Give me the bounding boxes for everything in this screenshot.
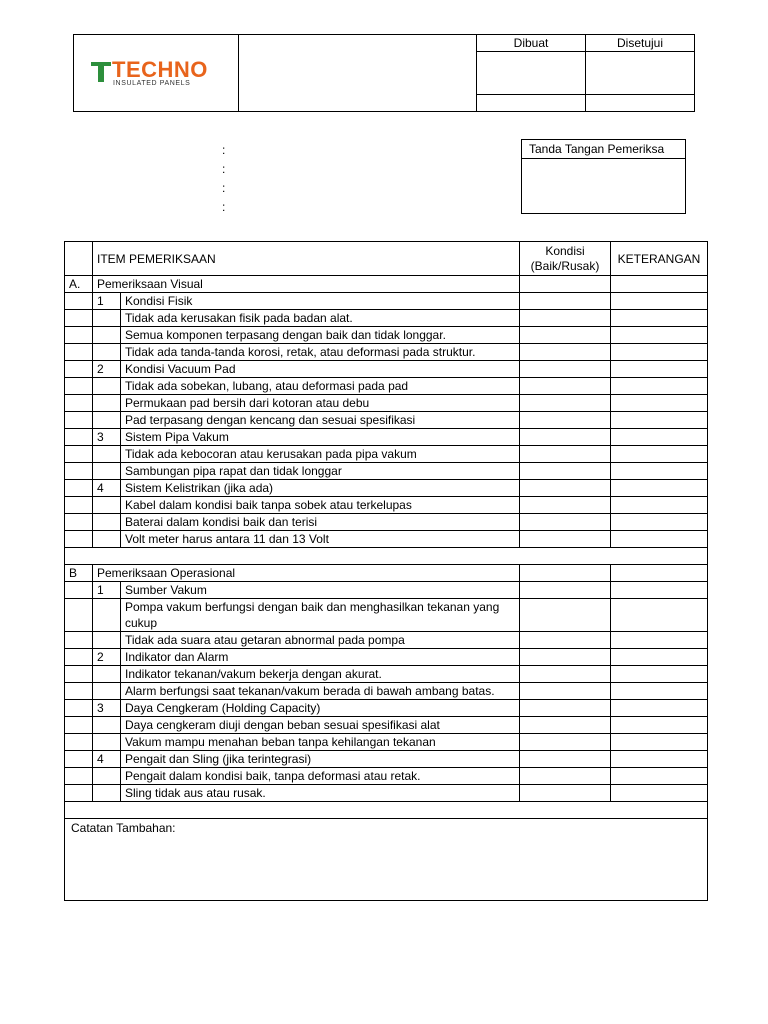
notes-cell[interactable] — [611, 395, 708, 412]
item-row — [65, 683, 708, 700]
group-row — [65, 361, 708, 378]
notes-cell[interactable] — [611, 785, 708, 802]
field-colon: : — [222, 181, 226, 195]
condition-cell[interactable] — [520, 480, 611, 497]
condition-cell[interactable] — [520, 582, 611, 599]
notes-cell[interactable] — [611, 700, 708, 717]
logo-cell — [74, 35, 239, 111]
item-text: Tidak ada sobekan, lubang, atau deformasi pada pad — [121, 378, 520, 395]
group-number: 3 — [93, 700, 121, 717]
item-row — [65, 327, 708, 344]
condition-cell[interactable] — [520, 378, 611, 395]
field-colon: : — [222, 162, 226, 176]
item-text: Sling tidak aus atau rusak. — [121, 785, 520, 802]
item-text: Tidak ada kebocoran atau kerusakan pada pipa vakum — [121, 446, 520, 463]
condition-cell[interactable] — [520, 599, 611, 632]
condition-cell[interactable] — [520, 734, 611, 751]
techno-logo — [91, 59, 211, 89]
notes-cell[interactable] — [611, 327, 708, 344]
item-text: Permukaan pad bersih dari kotoran atau debu — [121, 395, 520, 412]
header-condition-line1: Kondisi — [545, 243, 585, 258]
notes-row — [65, 819, 708, 901]
spacer-row — [65, 802, 708, 819]
notes-cell[interactable] — [611, 531, 708, 548]
section-title: Pemeriksaan Operasional — [93, 565, 520, 582]
header-item: ITEM PEMERIKSAAN — [93, 242, 520, 276]
condition-cell[interactable] — [520, 649, 611, 666]
item-row — [65, 632, 708, 649]
notes-cell[interactable] — [611, 717, 708, 734]
notes-cell[interactable] — [611, 446, 708, 463]
group-number: 2 — [93, 361, 121, 378]
condition-cell[interactable] — [520, 700, 611, 717]
group-row — [65, 429, 708, 446]
logo-t-stem — [98, 62, 104, 82]
item-text: Tidak ada tanda-tanda korosi, retak, atau deformasi pada struktur. — [121, 344, 520, 361]
condition-cell[interactable] — [520, 463, 611, 480]
condition-cell[interactable] — [520, 497, 611, 514]
item-row — [65, 310, 708, 327]
condition-cell[interactable] — [520, 768, 611, 785]
group-row — [65, 649, 708, 666]
condition-cell[interactable] — [520, 666, 611, 683]
item-row — [65, 378, 708, 395]
condition-cell[interactable] — [520, 361, 611, 378]
group-title: Sistem Pipa Vakum — [121, 429, 520, 446]
section-row — [65, 276, 708, 293]
condition-cell[interactable] — [520, 632, 611, 649]
group-title: Sumber Vakum — [121, 582, 520, 599]
made-by-signature-box[interactable] — [477, 52, 585, 95]
approved-by-column — [586, 35, 694, 111]
notes-cell[interactable] — [611, 293, 708, 310]
item-row — [65, 717, 708, 734]
additional-notes-label: Catatan Tambahan: — [71, 821, 176, 835]
group-row — [65, 751, 708, 768]
condition-cell[interactable] — [520, 446, 611, 463]
notes-cell[interactable] — [611, 649, 708, 666]
condition-cell[interactable] — [520, 565, 611, 582]
table-header-row — [65, 242, 708, 276]
item-text: Pad terpasang dengan kencang dan sesuai spesifikasi — [121, 412, 520, 429]
group-title: Pengait dan Sling (jika terintegrasi) — [121, 751, 520, 768]
condition-cell[interactable] — [520, 717, 611, 734]
condition-cell[interactable] — [520, 683, 611, 700]
condition-cell[interactable] — [520, 429, 611, 446]
item-text: Sambungan pipa rapat dan tidak longgar — [121, 463, 520, 480]
group-row — [65, 480, 708, 497]
header-condition — [520, 242, 611, 276]
item-text: Tidak ada suara atau getaran abnormal pada pompa — [121, 632, 520, 649]
made-by-column — [477, 35, 586, 111]
info-fields — [222, 143, 225, 219]
notes-cell[interactable] — [611, 514, 708, 531]
header-condition-line2: (Baik/Rusak) — [530, 258, 600, 273]
section-code: A. — [65, 276, 93, 293]
condition-cell[interactable] — [520, 276, 611, 293]
logo-word: TECHNO — [112, 57, 208, 82]
item-row — [65, 412, 708, 429]
item-text: Indikator tekanan/vakum bekerja dengan akurat. — [121, 666, 520, 683]
group-row — [65, 700, 708, 717]
condition-cell[interactable] — [520, 412, 611, 429]
notes-cell[interactable] — [611, 632, 708, 649]
field-colon: : — [222, 143, 226, 157]
group-number: 1 — [93, 582, 121, 599]
inspector-signature-label: Tanda Tangan Pemeriksa — [522, 140, 685, 159]
title-cell — [239, 35, 477, 111]
condition-cell[interactable] — [520, 514, 611, 531]
group-title: Indikator dan Alarm — [121, 649, 520, 666]
additional-notes-area[interactable] — [65, 819, 708, 901]
item-text: Tidak ada kerusakan fisik pada badan alat. — [121, 310, 520, 327]
item-row — [65, 734, 708, 751]
notes-cell[interactable] — [611, 276, 708, 293]
logo-subtitle: INSULATED PANELS — [113, 80, 191, 87]
notes-cell[interactable] — [611, 463, 708, 480]
item-row — [65, 395, 708, 412]
section-row — [65, 565, 708, 582]
group-row — [65, 582, 708, 599]
item-text: Pompa vakum berfungsi dengan baik dan menghasilkan tekanan yang cukup — [121, 599, 520, 632]
header-notes: KETERANGAN — [611, 242, 708, 276]
item-text: Baterai dalam kondisi baik dan terisi — [121, 514, 520, 531]
approved-by-signature-box[interactable] — [586, 52, 694, 95]
inspection-table — [64, 241, 708, 901]
item-row — [65, 514, 708, 531]
group-title: Sistem Kelistrikan (jika ada) — [121, 480, 520, 497]
condition-cell[interactable] — [520, 310, 611, 327]
group-number: 4 — [93, 480, 121, 497]
field-colon: : — [222, 200, 226, 214]
condition-cell[interactable] — [520, 327, 611, 344]
item-row — [65, 497, 708, 514]
notes-cell[interactable] — [611, 666, 708, 683]
item-text: Volt meter harus antara 11 dan 13 Volt — [121, 531, 520, 548]
notes-cell[interactable] — [611, 480, 708, 497]
condition-cell[interactable] — [520, 395, 611, 412]
notes-cell[interactable] — [611, 497, 708, 514]
group-number: 3 — [93, 429, 121, 446]
condition-cell[interactable] — [520, 531, 611, 548]
item-text: Vakum mampu menahan beban tanpa kehilangan tekanan — [121, 734, 520, 751]
group-row — [65, 293, 708, 310]
item-row — [65, 599, 708, 632]
notes-cell[interactable] — [611, 582, 708, 599]
item-row — [65, 344, 708, 361]
section-code: B — [65, 565, 93, 582]
condition-cell[interactable] — [520, 344, 611, 361]
item-row — [65, 666, 708, 683]
notes-cell[interactable] — [611, 412, 708, 429]
group-number: 4 — [93, 751, 121, 768]
group-title: Kondisi Vacuum Pad — [121, 361, 520, 378]
header-code-cell — [65, 242, 93, 276]
item-row — [65, 531, 708, 548]
inspector-signature-box[interactable] — [521, 139, 686, 214]
notes-cell[interactable] — [611, 565, 708, 582]
notes-cell[interactable] — [611, 361, 708, 378]
notes-cell[interactable] — [611, 378, 708, 395]
item-text: Daya cengkeram diuji dengan beban sesuai spesifikasi alat — [121, 717, 520, 734]
item-row — [65, 785, 708, 802]
item-text: Semua komponen terpasang dengan baik dan tidak longgar. — [121, 327, 520, 344]
notes-cell[interactable] — [611, 310, 708, 327]
notes-cell[interactable] — [611, 734, 708, 751]
notes-cell[interactable] — [611, 768, 708, 785]
item-text: Pengait dalam kondisi baik, tanpa deformasi atau retak. — [121, 768, 520, 785]
made-by-label: Dibuat — [477, 35, 585, 52]
group-number: 1 — [93, 293, 121, 310]
notes-cell[interactable] — [611, 344, 708, 361]
item-text: Alarm berfungsi saat tekanan/vakum berada di bawah ambang batas. — [121, 683, 520, 700]
item-row — [65, 463, 708, 480]
approved-by-label: Disetujui — [586, 35, 694, 52]
condition-cell[interactable] — [520, 785, 611, 802]
condition-cell[interactable] — [520, 751, 611, 768]
group-title: Kondisi Fisik — [121, 293, 520, 310]
notes-cell[interactable] — [611, 683, 708, 700]
notes-cell[interactable] — [611, 751, 708, 768]
group-title: Daya Cengkeram (Holding Capacity) — [121, 700, 520, 717]
item-row — [65, 446, 708, 463]
notes-cell[interactable] — [611, 429, 708, 446]
group-number: 2 — [93, 649, 121, 666]
notes-cell[interactable] — [611, 599, 708, 632]
item-text: Kabel dalam kondisi baik tanpa sobek atau terkelupas — [121, 497, 520, 514]
spacer-row — [65, 548, 708, 565]
item-row — [65, 768, 708, 785]
section-title: Pemeriksaan Visual — [93, 276, 520, 293]
document-header — [73, 34, 695, 112]
condition-cell[interactable] — [520, 293, 611, 310]
